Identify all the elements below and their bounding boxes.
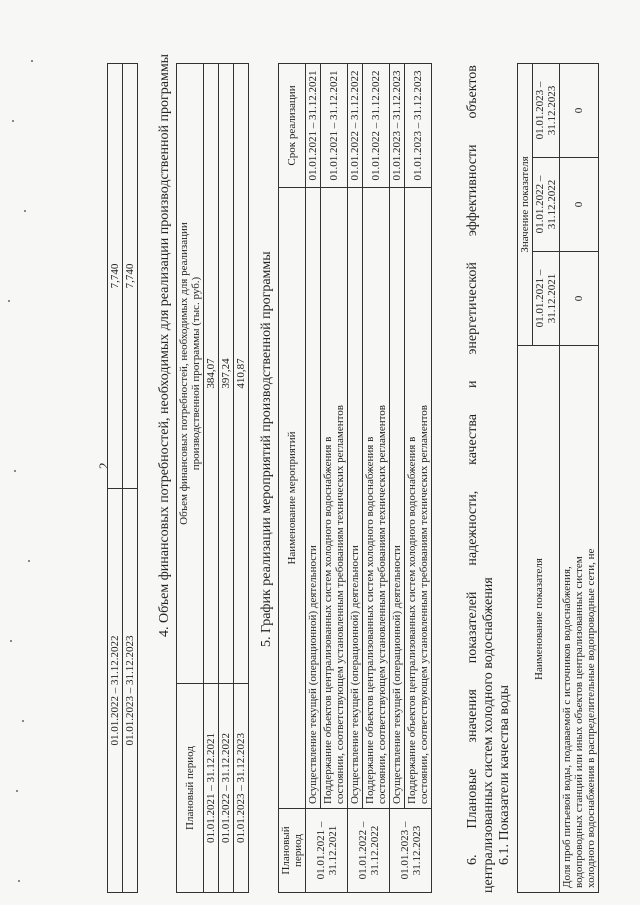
top-table [107,63,138,893]
value-cell: 397,24 [219,64,234,684]
heading-word: качества [465,413,480,465]
indicator-line2: водопроводных станций или иных объектов централизованных систем [573,556,585,888]
period-line2: 31.12.2022 [368,825,381,876]
value-cell: 0 [560,64,599,158]
activity-cell [405,188,432,809]
activity-cell [363,188,390,809]
section4-heading: 4. Объем финансовых потребностей, необходимых для реализации производственной программы [157,53,172,637]
heading-word: объектов [465,65,480,119]
quality-table [517,63,599,893]
heading-word: надежности, [465,490,480,566]
col-period-header: Плановый период [279,809,306,893]
period-line1: 01.01.2023 – [534,81,546,140]
activity-cell: Осуществление текущей (операционной) деятельности [390,188,405,809]
term-cell: 01.01.2023 – 31.12.2023 [405,64,432,188]
period-header [533,158,560,252]
term-cell: 01.01.2022 – 31.12.2022 [363,64,390,188]
heading-word: 6. [465,854,480,865]
col-period-header: Плановый период [177,684,204,893]
activity-line1: Поддержание объектов централизованных систем холодного водоснабжения в [322,436,334,804]
indicator-line3: холодного водоснабжения в распределительные водопроводные сети, не [585,548,597,888]
table-header [177,64,204,893]
activity-cell: Осуществление текущей (операционной) деятельности [306,188,321,809]
section6-heading-line1 [465,65,481,865]
heading-word: значения [465,689,480,743]
value-cell: 0 [560,252,599,346]
heading-word: энергетической [465,262,480,355]
value-cell: 0 [560,158,599,252]
section5-heading: 5. График реализации мероприятий производственной программы [259,251,274,647]
heading-word: Плановые [465,768,480,829]
col-volume-header-line2: производственной программы (тыс. руб.) [190,276,202,471]
heading-word: и [465,380,480,389]
activity-line1: Поддержание объектов централизованных систем холодного водоснабжения в [364,436,376,804]
table-row [348,64,363,893]
table-row [108,64,123,893]
table-row [405,64,432,893]
page-number: 2 [96,462,111,469]
table-row [234,64,249,893]
activity-line1: Поддержание объектов централизованных систем холодного водоснабжения в [406,436,418,804]
period-cell: 01.01.2022 – 31.12.2022 [108,489,123,893]
col-term-header: Срок реализации [279,64,306,188]
section6-subheading: 6.1. Показатели качества воды [497,684,512,865]
period-line1: 01.01.2021 – [314,821,327,880]
term-cell: 01.01.2023 – 31.12.2023 [390,64,405,188]
period-line1: 01.01.2022 – [534,175,546,234]
period-cell: 01.01.2021 – 31.12.2021 [204,684,219,893]
period-line2: 31.12.2023 [546,85,558,136]
period-cell [390,809,432,893]
period-line1: 01.01.2023 – [398,821,411,880]
col-volume-header [177,64,204,684]
period-cell [348,809,390,893]
schedule-table [278,63,432,893]
period-cell: 01.01.2023 – 31.12.2023 [123,489,138,893]
period-line1: 01.01.2021 – [534,269,546,328]
period-cell [306,809,348,893]
section6-heading-line2: централизованных систем холодного водоснабжения [481,577,496,893]
period-line2: 31.12.2021 [546,273,558,324]
activity-line2: состоянии, соответствующем установленным требованиям технических регламентов [334,405,346,804]
term-cell: 01.01.2022 – 31.12.2022 [348,64,363,188]
activity-cell [321,188,348,809]
period-cell: 01.01.2022 – 31.12.2022 [219,684,234,893]
table-row [123,64,138,893]
activity-line2: состоянии, соответствующем установленным требованиям технических регламентов [418,405,430,804]
period-header [533,64,560,158]
indicator-line1: Доля проб питьевой воды, подаваемой с источников водоснабжения, [561,566,573,888]
term-cell: 01.01.2021 – 31.12.2021 [306,64,321,188]
value-cell: 7,740 [123,64,138,489]
table-header [279,64,306,893]
period-line2: 31.12.2021 [326,825,339,876]
value-cell: 7,740 [108,64,123,489]
value-cell: 384,07 [204,64,219,684]
activity-cell: Осуществление текущей (операционной) деятельности [348,188,363,809]
table-header [518,64,533,893]
col-values-header: Значение показателя [518,64,533,346]
table-row [219,64,234,893]
period-header [533,252,560,346]
table-row [363,64,390,893]
indicator-name-cell [560,346,599,893]
period-line2: 31.12.2022 [546,179,558,230]
table-row [560,64,599,893]
period-line2: 31.12.2023 [410,825,423,876]
finance-table [176,63,249,893]
table-row [321,64,348,893]
period-line1: 01.01.2022 – [356,821,369,880]
heading-word: показателей [465,591,480,664]
col-name-header: Наименование показателя [518,346,560,893]
col-volume-header-line1: Объем финансовых потребностей, необходимых для реализации [178,222,190,525]
activity-line2: состоянии, соответствующем установленным требованиям технических регламентов [376,405,388,804]
table-row [306,64,321,893]
heading-word: эффективности [465,144,480,237]
table-row [390,64,405,893]
col-name-header: Наименование мероприятий [279,188,306,809]
term-cell: 01.01.2021 – 31.12.2021 [321,64,348,188]
period-cell: 01.01.2023 – 31.12.2023 [234,684,249,893]
value-cell: 410,87 [234,64,249,684]
table-row [204,64,219,893]
